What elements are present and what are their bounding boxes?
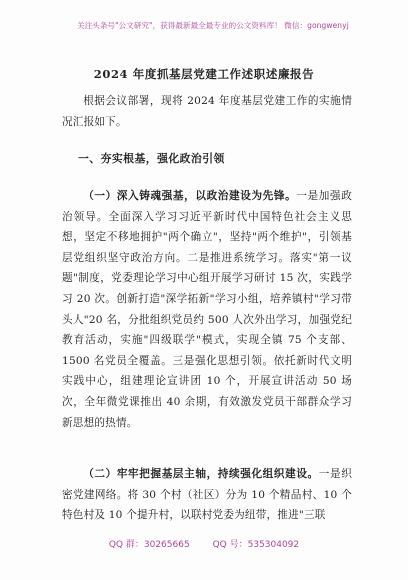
paragraph-two <box>62 464 352 526</box>
paragraph-two-lead: （二）牢牢把握基层主轴，持续强化组织建设。 <box>83 468 319 480</box>
paragraph-one-body: 一是加强政治领导。全面深入学习习近平新时代中国特色社会主义思想，坚定不移地拥护"两个确立"，坚持"两个维护"，引领基层党组织坚守政治方向。二是推进系统学习。落实"第一议题"制度，党委理论学习中心组开展学习研讨 15 次，实践学习 20 次。创新打造"深学拓新"学习小组，培养镇村"学习带头人"20 名，分批组织党员约 500 人次外出学习，加强党纪教育活动，实施"四级联学"模式，实现全镇 75 个支部、1500 名党员全覆盖。三是强化思想引领。依托新时代文明实践中心，组建理论宣讲团 10 个，开展宣讲活动 50 场次，全年微党课推出 40 余期，有效激发党员干部群众学习新思想的热情。 <box>62 190 352 429</box>
paragraph-two-body: 一是织密党建网络。将 30 个村（社区）分为 10 个精品村、10 个特色村及 10 个提升村，以联村党委为纽带，推进"三联 <box>62 468 352 522</box>
paragraph-one-lead: （一）深入铸魂强基，以政治建设为先锋。 <box>83 190 297 202</box>
intro-paragraph: 根据会议部署，现将 2024 年度基层党建工作的实施情况汇报如下。 <box>62 95 352 128</box>
header-banner: 关注头条号"公文研究"，获得最新最全最专业的公文资料库！ 微信：gongwenyj <box>77 21 349 30</box>
section-heading: 一、夯实根基，强化政治引领 <box>78 152 225 165</box>
footer-contact: QQ 群：30265665 QQ 号：535304092 <box>108 540 300 550</box>
paragraph-one <box>62 186 352 433</box>
document-title: 2024 年度抓基层党建工作述职述廉报告 <box>93 67 315 81</box>
